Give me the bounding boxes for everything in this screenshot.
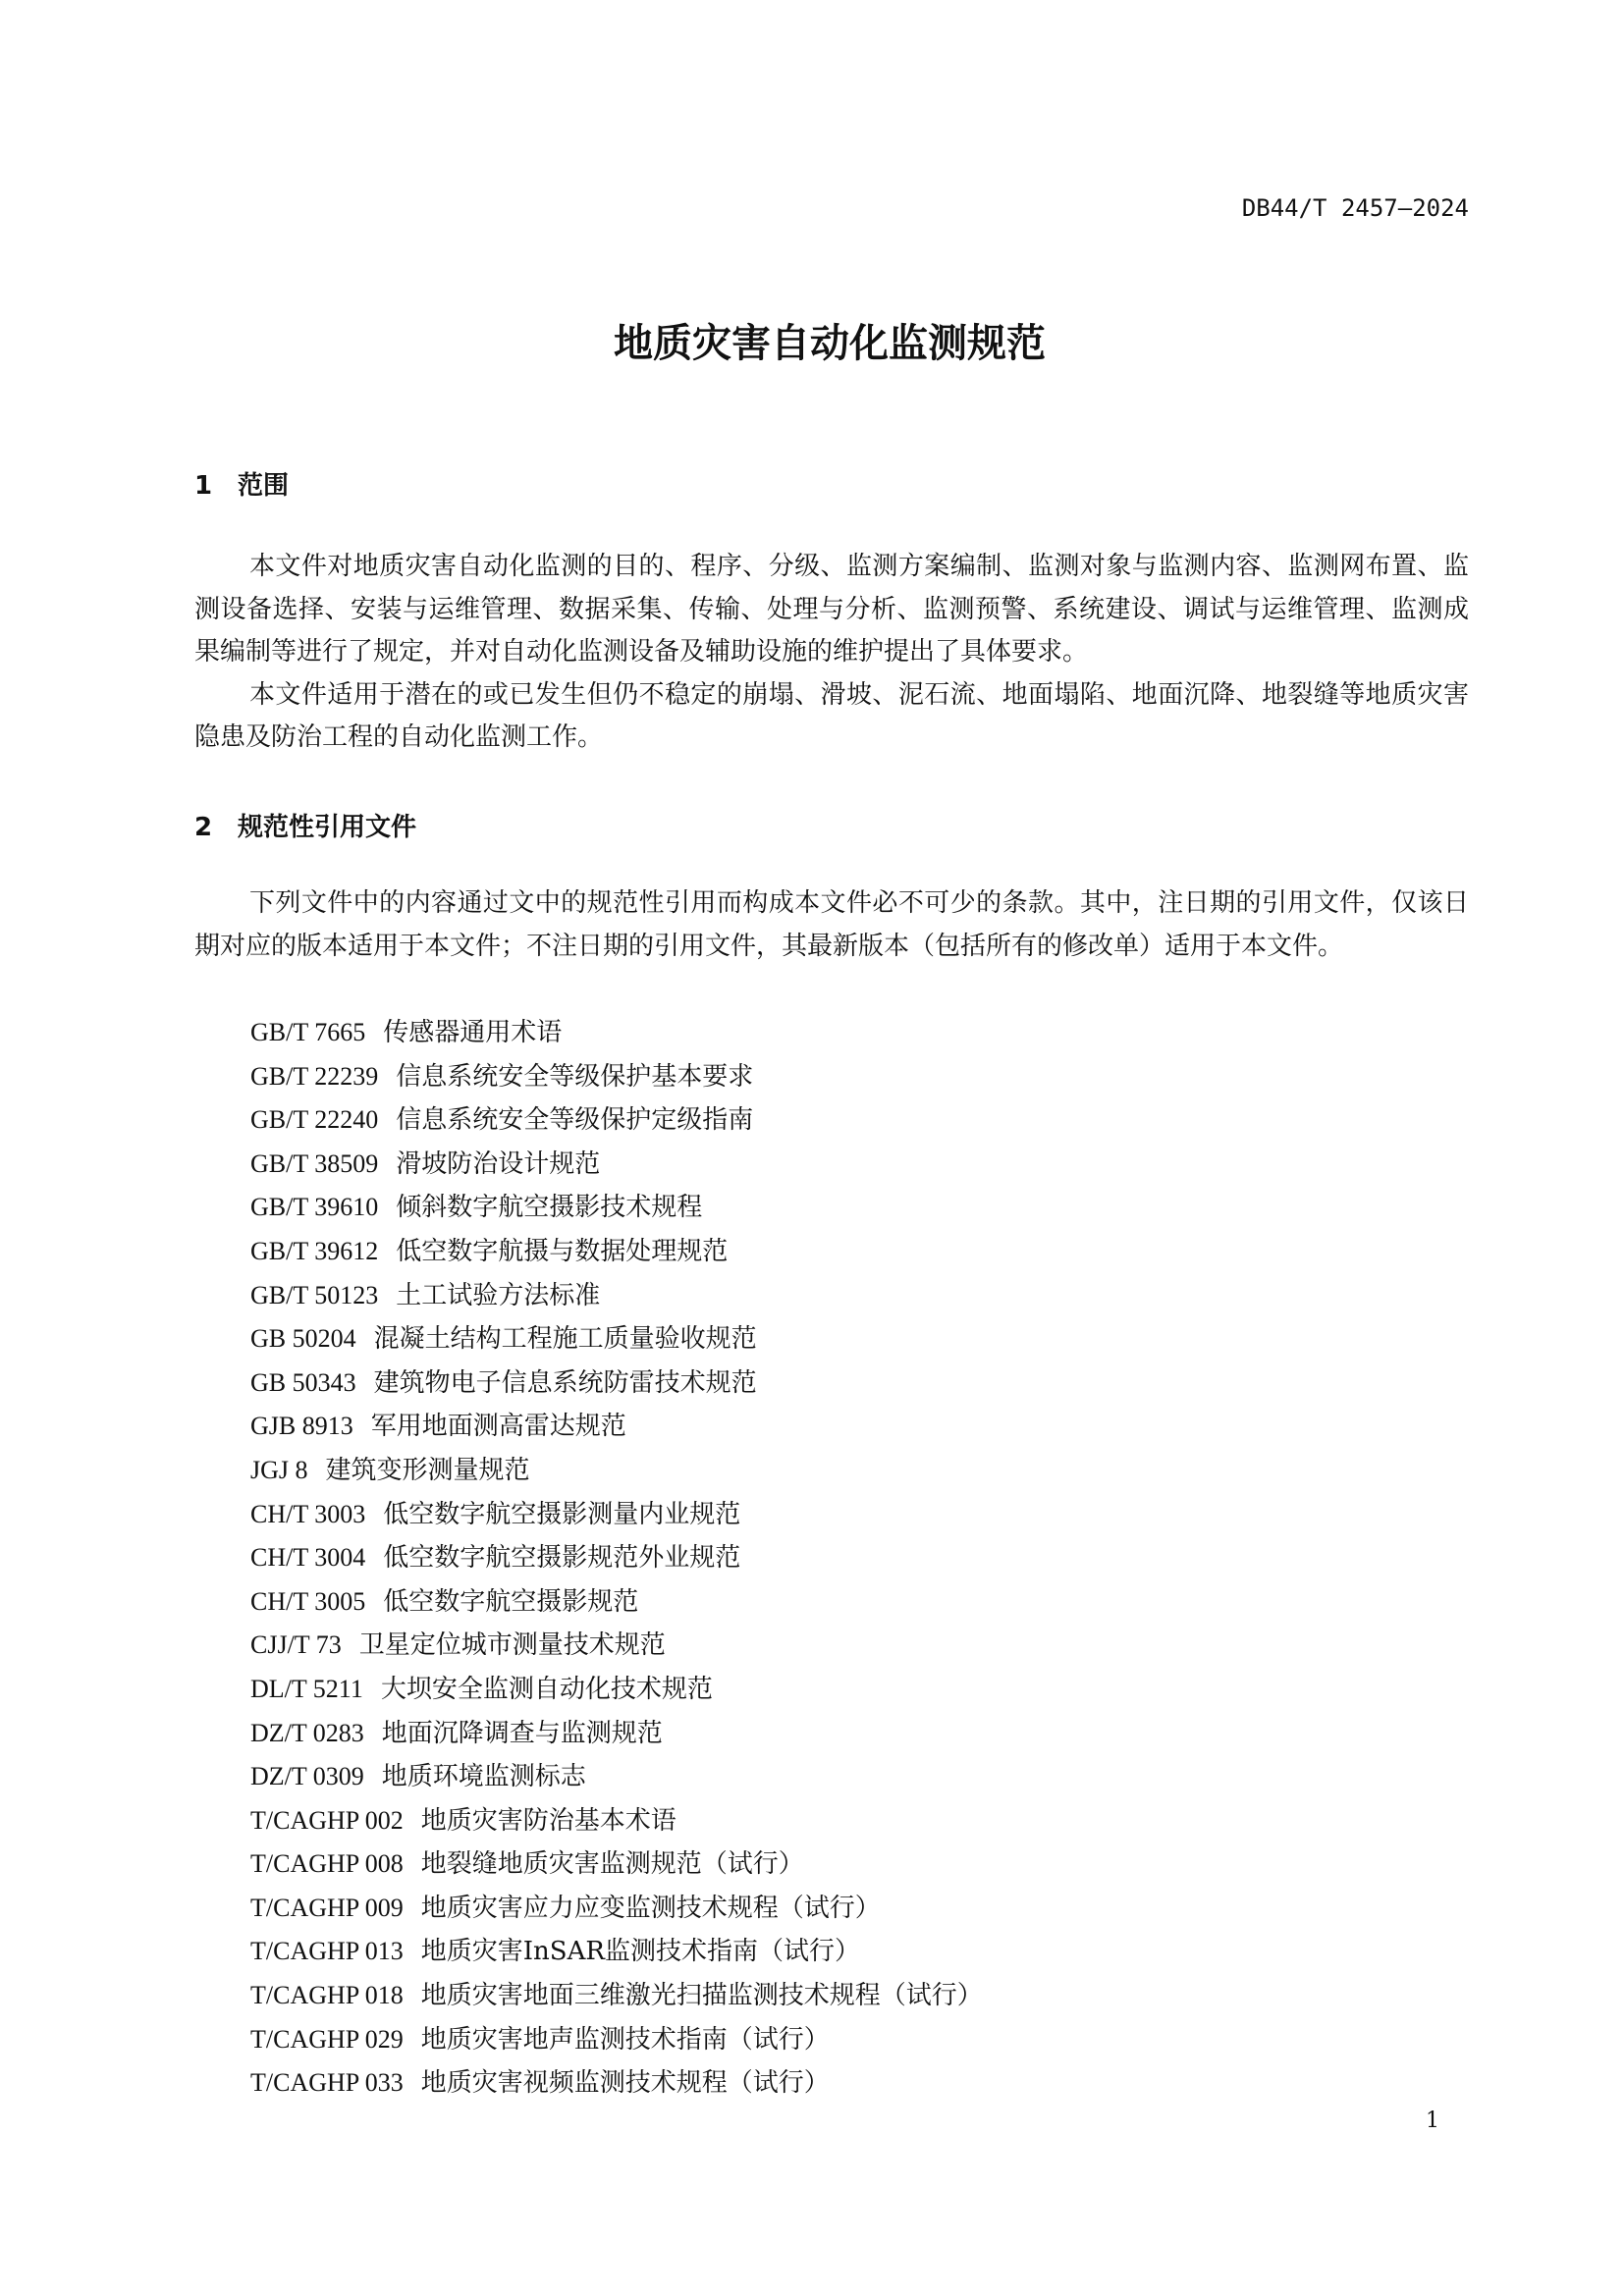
reference-code: GB/T 38509: [250, 1148, 379, 1178]
section-title: 规范性引用文件: [238, 813, 417, 842]
reference-item: [250, 1230, 983, 1274]
section-1-heading: [194, 465, 289, 502]
section-number: 1: [194, 471, 213, 501]
reference-title: 地裂缝地质灾害监测规范（试行）: [420, 1849, 804, 1880]
reference-code: CH/T 3004: [250, 1543, 366, 1573]
reference-title: 低空数字航空摄影测量内业规范: [383, 1499, 741, 1529]
reference-item: [250, 2018, 983, 2062]
reference-code: JGJ 8: [250, 1455, 308, 1484]
reference-title: 军用地面测高雷达规范: [370, 1412, 626, 1442]
section-1-body: [194, 546, 1469, 760]
reference-item: [250, 1186, 983, 1230]
reference-item: [250, 1055, 983, 1099]
reference-title: 低空数字航空摄影规范: [383, 1586, 639, 1617]
reference-title: 地质环境监测标志: [381, 1762, 586, 1792]
reference-item: [250, 1799, 983, 1843]
reference-title: 低空数字航摄与数据处理规范: [396, 1236, 729, 1266]
reference-title: 地质灾害InSAR监测技术指南（试行）: [420, 1937, 860, 1967]
reference-item: [250, 1098, 983, 1143]
reference-title: 混凝土结构工程施工质量验收规范: [373, 1324, 757, 1355]
reference-code: DZ/T 0309: [250, 1762, 364, 1791]
reference-code: GB 50343: [250, 1367, 356, 1397]
reference-title: 地质灾害地面三维激光扫描监测技术规程（试行）: [420, 1981, 983, 2011]
reference-code: T/CAGHP 029: [250, 2024, 404, 2054]
paragraph: 下列文件中的内容通过文中的规范性引用而构成本文件必不可少的条款。其中，注日期的引用文件，仅该日期对应的版本适用于本文件；不注日期的引用文件，其最新版本（包括所有的修改单）适用于本文件。: [194, 888, 1469, 961]
reference-item: [250, 1405, 983, 1449]
reference-code: GB/T 50123: [250, 1280, 379, 1309]
reference-item: [250, 1668, 983, 1712]
reference-item: [250, 1143, 983, 1187]
reference-title: 大坝安全监测自动化技术规范: [380, 1674, 713, 1704]
reference-item: [250, 1449, 983, 1493]
reference-code: T/CAGHP 033: [250, 2068, 404, 2098]
reference-item: [250, 1755, 983, 1799]
reference-code: GB/T 39610: [250, 1193, 379, 1222]
reference-code: GB/T 22239: [250, 1061, 379, 1091]
reference-item: [250, 1930, 983, 1974]
reference-title: 土工试验方法标准: [396, 1280, 601, 1310]
reference-title: 滑坡防治设计规范: [396, 1148, 601, 1179]
reference-code: GB/T 22240: [250, 1105, 379, 1135]
page-number: 1: [1426, 2109, 1439, 2133]
reference-code: T/CAGHP 018: [250, 1981, 404, 2010]
reference-title: 卫星定位城市测量技术规范: [358, 1630, 666, 1661]
reference-code: T/CAGHP 002: [250, 1805, 404, 1835]
section-number: 2: [194, 813, 213, 842]
reference-code: T/CAGHP 008: [250, 1849, 404, 1879]
reference-title: 低空数字航空摄影规范外业规范: [383, 1543, 741, 1574]
reference-item: [250, 1011, 983, 1055]
section-title: 范围: [238, 471, 290, 501]
reference-item: [250, 2061, 983, 2106]
reference-title: 传感器通用术语: [383, 1018, 563, 1047]
reference-title: 地面沉降调查与监测规范: [381, 1718, 663, 1748]
reference-code: GB/T 39612: [250, 1236, 379, 1265]
document-title: 地质灾害自动化监测规范: [614, 321, 1046, 366]
reference-title: 信息系统安全等级保护定级指南: [396, 1105, 754, 1136]
reference-item: [250, 1493, 983, 1537]
document-number: DB44/T 2457—2024: [1241, 194, 1469, 222]
reference-title: 地质灾害防治基本术语: [420, 1805, 677, 1836]
reference-code: GJB 8913: [250, 1412, 353, 1441]
reference-code: T/CAGHP 013: [250, 1937, 404, 1966]
reference-code: GB/T 7665: [250, 1018, 366, 1046]
reference-code: T/CAGHP 009: [250, 1893, 404, 1922]
reference-item: [250, 1317, 983, 1362]
section-2-heading: [194, 807, 416, 843]
reference-title: 倾斜数字航空摄影技术规程: [396, 1193, 703, 1223]
reference-item: [250, 1624, 983, 1668]
reference-title: 建筑物电子信息系统防雷技术规范: [373, 1367, 757, 1398]
reference-item: [250, 1974, 983, 2018]
reference-code: DL/T 5211: [250, 1674, 363, 1703]
section-2-body: [194, 882, 1469, 968]
reference-code: CH/T 3003: [250, 1499, 366, 1528]
paragraph: 本文件对地质灾害自动化监测的目的、程序、分级、监测方案编制、监测对象与监测内容、监测网布置、监测设备选择、安装与运维管理、数据采集、传输、处理与分析、监测预警、系统建设、调试与运维管理、监测成果编制等进行了规定，并对自动化监测设备及辅助设施的维护提出了具体要求。: [194, 552, 1469, 667]
paragraph: 本文件适用于潜在的或已发生但仍不稳定的崩塌、滑坡、泥石流、地面塌陷、地面沉降、地裂缝等地质灾害隐患及防治工程的自动化监测工作。: [194, 679, 1469, 753]
reference-title: 建筑变形测量规范: [325, 1455, 530, 1485]
reference-item: [250, 1842, 983, 1887]
reference-item: [250, 1712, 983, 1756]
reference-code: GB 50204: [250, 1324, 356, 1354]
reference-title: 地质灾害应力应变监测技术规程（试行）: [420, 1893, 881, 1923]
reference-title: 地质灾害视频监测技术规程（试行）: [420, 2068, 830, 2099]
reference-code: CH/T 3005: [250, 1586, 366, 1616]
reference-code: CJJ/T 73: [250, 1630, 342, 1660]
reference-title: 地质灾害地声监测技术指南（试行）: [420, 2024, 830, 2055]
reference-item: [250, 1536, 983, 1580]
reference-code: DZ/T 0283: [250, 1718, 364, 1747]
reference-list: [250, 1011, 983, 2106]
reference-item: [250, 1274, 983, 1318]
reference-title: 信息系统安全等级保护基本要求: [396, 1061, 754, 1092]
reference-item: [250, 1580, 983, 1625]
reference-item: [250, 1887, 983, 1931]
reference-item: [250, 1362, 983, 1406]
